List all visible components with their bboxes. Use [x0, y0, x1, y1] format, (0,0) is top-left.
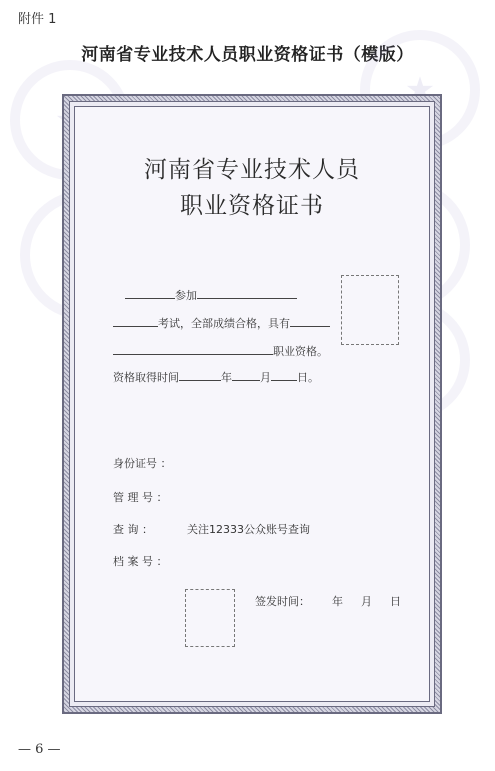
- blank-line: [125, 287, 175, 299]
- month-text: 月: [260, 371, 271, 384]
- qualification-row: [113, 343, 328, 359]
- exam-row: [113, 315, 330, 331]
- blank-line: [197, 287, 297, 299]
- exam-passed-text: 考试，全部成绩合格，具有: [158, 317, 290, 330]
- certificate-border: [69, 101, 435, 707]
- day-text: 日。: [297, 371, 319, 384]
- seal-placeholder: [185, 589, 235, 647]
- certificate-title-line2: 职业资格证书: [180, 193, 324, 219]
- obtained-time-row: [113, 369, 319, 385]
- document-title: 河南省专业技术人员职业资格证书（模版）: [81, 45, 414, 65]
- star-icon: ★: [404, 70, 436, 110]
- blank-line: [113, 343, 273, 355]
- blank-line: [113, 315, 158, 327]
- photo-placeholder: [341, 275, 399, 345]
- blank-line: [271, 369, 297, 381]
- qualification-text: 职业资格。: [273, 345, 328, 358]
- archive-number-label: 档 案 号 ：: [113, 555, 168, 568]
- issue-day: 日: [390, 595, 401, 608]
- query-value: 关注12333公众账号查询: [187, 523, 310, 536]
- blank-line: [232, 369, 260, 381]
- issue-time-row: [255, 593, 401, 609]
- year-text: 年: [221, 371, 232, 384]
- issue-year: 年: [332, 595, 343, 608]
- blank-line: [179, 369, 221, 381]
- id-number-label: 身份证号 ：: [113, 457, 172, 470]
- participate-row: [125, 287, 297, 303]
- issue-time-label: 签发时间：: [255, 595, 310, 608]
- obtained-time-label: 资格取得时间: [113, 371, 179, 384]
- management-number-label: 管 理 号 ：: [113, 491, 168, 504]
- blank-line: [290, 315, 330, 327]
- certificate-body: [74, 106, 430, 702]
- page-number: — 6 —: [18, 742, 61, 757]
- attachment-label: 附件 1: [18, 12, 57, 27]
- issue-month: 月: [361, 595, 372, 608]
- query-label: 查 询 ：: [113, 523, 153, 536]
- certificate-frame: [62, 94, 442, 714]
- certificate-title-line1: 河南省专业技术人员: [144, 157, 360, 183]
- participate-text: 参加: [175, 289, 197, 302]
